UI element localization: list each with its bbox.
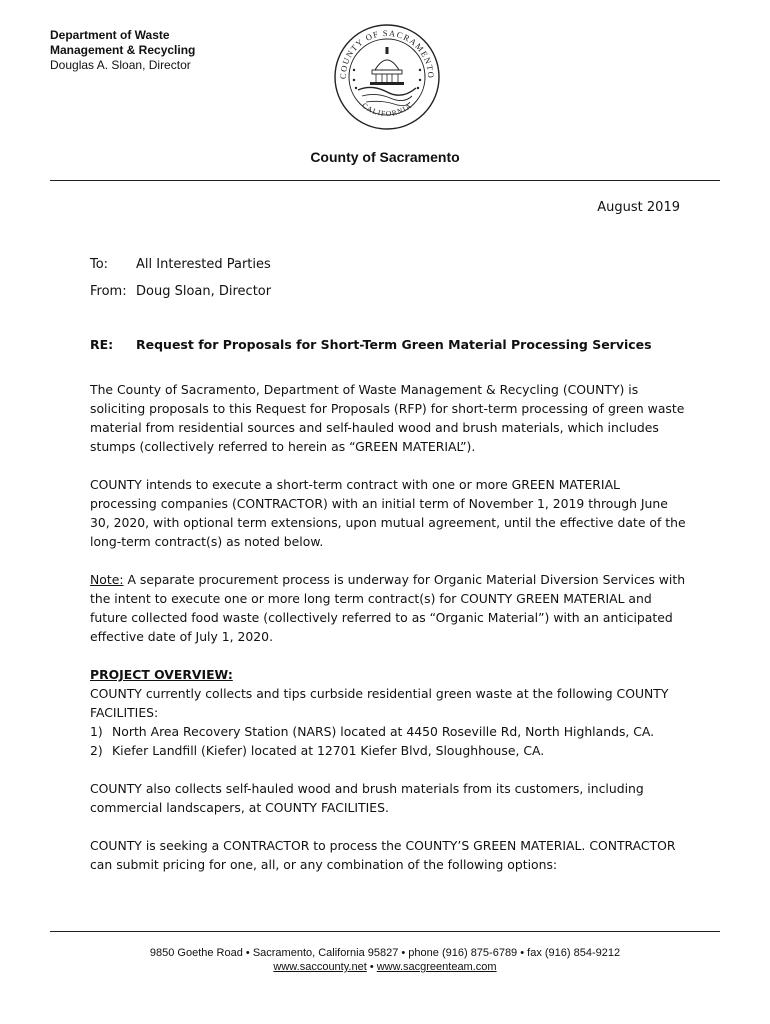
department-block [50,28,195,73]
to-value: All Interested Parties [136,257,271,272]
note-text: A separate procurement process is underway for Organic Material Diversion Services with the intent to execute one or more long term contract(s) for COUNTY GREEN MATERIAL and future collected food waste (collectively referred to as “Organic Material”) with an anticipated effective date of July 1, 2020. [90,572,686,644]
memo-from-line [90,284,271,299]
footer-link-separator: • [366,961,377,973]
list-item-number: 2) [90,743,103,758]
from-label: From: [90,284,127,299]
svg-text:COUNTY OF SACRAMENTO: COUNTY OF SACRAMENTO [337,27,437,80]
memo-subject-line [90,337,652,352]
footer-address: 9850 Goethe Road • Sacramento, California 95827 • phone (916) 875-6789 • fax (916) 854-9212 [149,947,621,959]
footer-links [0,960,770,974]
project-overview-section [90,665,690,722]
saccounty-link[interactable]: www.saccounty.net [273,961,367,973]
footer-divider [50,931,720,932]
department-name-line2: Management & Recycling [50,43,196,57]
county-title: County of Sacramento [310,149,460,165]
department-name-line1: Department of Waste [50,28,170,42]
from-value: Doug Sloan, Director [136,284,272,299]
county-seal-icon [332,22,442,132]
paragraph-self-hauled: COUNTY also collects self-hauled wood and brush materials from its customers, including commercial landscapers, at COUNTY FACILITIES. [90,781,644,815]
sacgreenteam-link[interactable]: www.sacgreenteam.com [376,961,497,973]
list-item-number: 1) [90,724,103,739]
re-value: Request for Proposals for Short-Term Green Material Processing Services [136,337,652,352]
paragraph-seeking-contractor: COUNTY is seeking a CONTRACTOR to process the COUNTY’S GREEN MATERIAL. CONTRACTOR can submit pricing for one, all, or any combination of the following options: [90,838,676,872]
letter-body [90,380,690,893]
memo-to-line [90,257,271,272]
list-item-text: Kiefer Landfill (Kiefer) located at 12701 Kiefer Blvd, Sloughhouse, CA. [112,743,545,758]
paragraph-note [90,570,690,646]
memo-date: August 2019 [597,200,680,215]
to-label: To: [90,257,109,272]
director-line: Douglas A. Sloan, Director [50,58,191,72]
project-overview-heading: PROJECT OVERVIEW: [90,667,233,682]
project-overview-text: COUNTY currently collects and tips curbside residential green waste at the following COUNTY FACILITIES: [90,686,669,720]
header-divider [50,180,720,181]
list-item [90,741,690,760]
footer [0,946,770,974]
re-label: RE: [90,337,114,352]
note-label: Note: [90,572,124,587]
list-item-text: North Area Recovery Station (NARS) located at 4450 Roseville Rd, North Highlands, CA. [112,724,655,739]
paragraph-intro: The County of Sacramento, Department of Waste Management & Recycling (COUNTY) is soliciting proposals to this Request for Proposals (RFP) for short-term processing of green waste material from residential sources and self-hauled wood and brush materials, which includes stumps (collectively referred to herein as “GREEN MATERIAL”). [90,382,685,454]
facilities-list [90,722,690,760]
paragraph-contract-term: COUNTY intends to execute a short-term contract with one or more GREEN MATERIAL processing companies (CONTRACTOR) with an initial term of November 1, 2019 through June 30, 2020, with optional term extensions, upon mutual agreement, until the effective date of the long-term contract(s) as noted below. [90,477,686,549]
svg-text:CALIFORNIA: CALIFORNIA [360,100,414,119]
list-item [90,722,690,741]
